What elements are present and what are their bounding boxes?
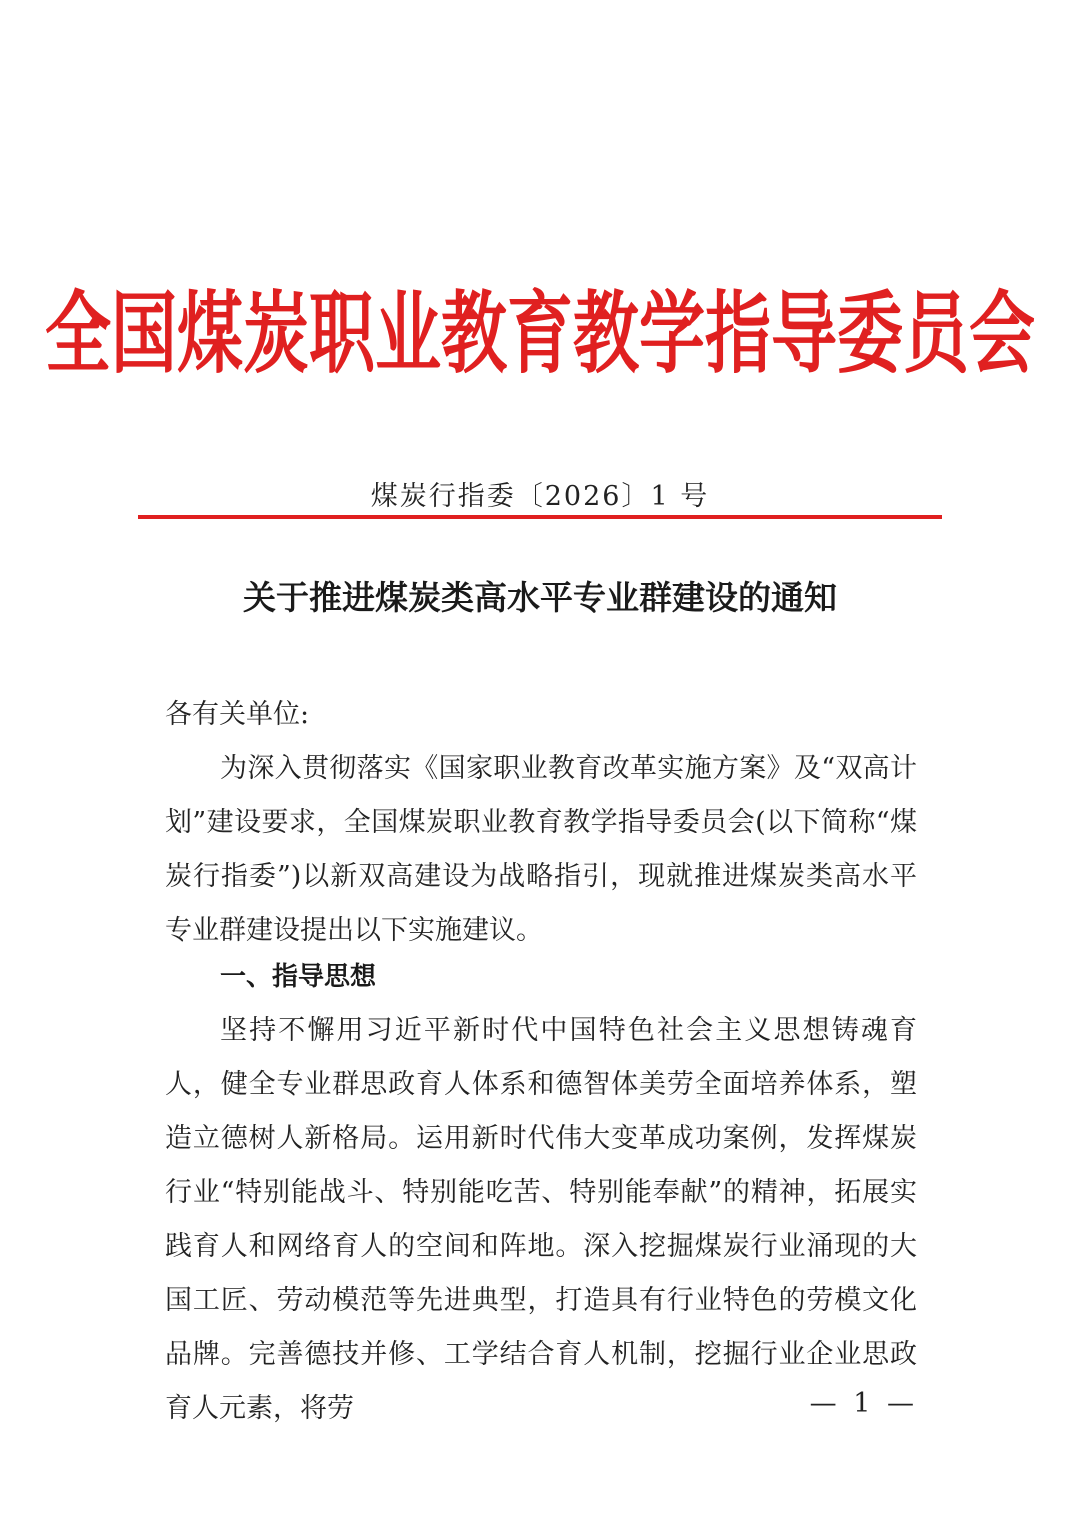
issuing-organization-header: 全国煤炭职业教育教学指导委员会	[45, 282, 1035, 387]
addressee-line: 各有关单位:	[165, 699, 310, 730]
guiding-ideology-paragraph: 坚持不懈用习近平新时代中国特色社会主义思想铸魂育人，健全专业群思政育人体系和德智体美劳全面培养体系，塑造立德树人新格局。运用新时代伟大变革成功案例，发挥煤炭行业“特别能战斗、特别能吃苦、特别能奉献”的精神，拓展实践育人和网络育人的空间和阵地。深入挖掘煤炭行业涌现的大国工匠、劳动模范等先进典型，打造具有行业特色的劳模文化品牌。完善德技并修、工学结合育人机制，挖掘行业企业思政育人元素，将劳	[165, 1015, 917, 1424]
red-divider-line	[138, 515, 942, 519]
intro-paragraph: 为深入贯彻落实《国家职业教育改革实施方案》及“双高计划”建设要求，全国煤炭职业教育教学指导委员会(以下简称“煤炭行指委”)以新双高建设为战略指引，现就推进煤炭类高水平专业群建设提出以下实施建议。	[165, 753, 917, 946]
notice-title: 关于推进煤炭类高水平专业群建设的通知	[243, 578, 837, 617]
page-number: — 1 —	[809, 1388, 918, 1419]
document-number: 煤炭行指委〔2026〕1 号	[370, 481, 710, 512]
section-heading-guiding-ideology: 一、指导思想	[220, 962, 377, 992]
